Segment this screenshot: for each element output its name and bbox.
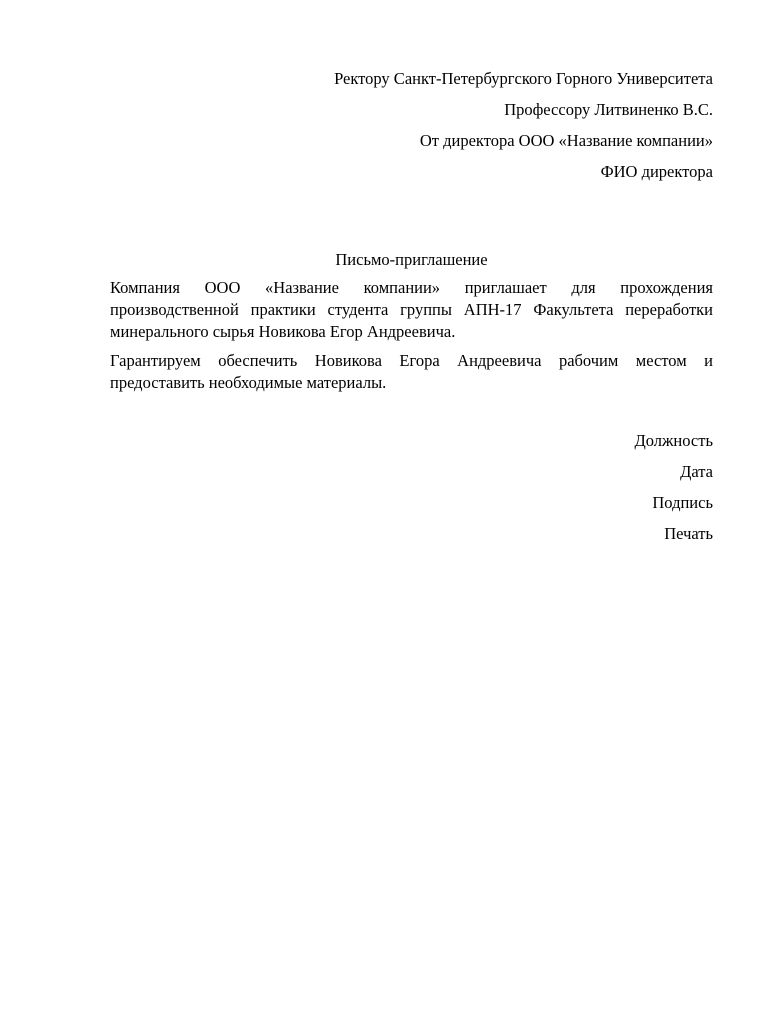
- signature-sign: Подпись: [652, 493, 713, 512]
- signature-position: Должность: [634, 431, 713, 450]
- director-name: ФИО директора: [600, 162, 713, 181]
- letter-paragraph-guarantee: Гарантируем обеспечить Новикова Егора Андреевича рабочим местом и предоставить необходимые материалы.: [110, 351, 713, 392]
- addressee-professor: Профессору Литвиненко В.С.: [504, 100, 713, 119]
- addressee-rector: Ректору Санкт-Петербургского Горного Университета: [334, 69, 713, 88]
- sender-line: От директора ООО «Название компании»: [419, 131, 713, 150]
- signature-block: [110, 430, 713, 554]
- letter-title: Письмо-приглашение: [335, 250, 488, 269]
- signature-stamp: Печать: [664, 524, 713, 543]
- addressee-block: [110, 68, 713, 192]
- letter-paragraph-invitation: Компания ООО «Название компании» приглашает для прохождения производственной практики студента группы АПН-17 Факультета переработки минерального сырья Новикова Егор Андреевича.: [110, 278, 713, 341]
- letter-body: [110, 277, 713, 401]
- signature-date: Дата: [680, 462, 713, 481]
